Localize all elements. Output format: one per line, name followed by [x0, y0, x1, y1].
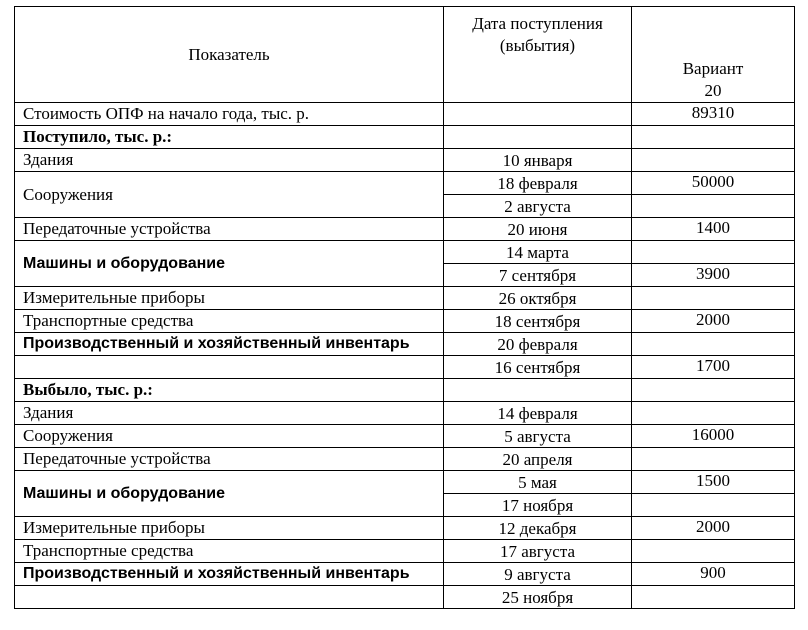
fixed-assets-table [14, 6, 795, 609]
empty-cell [632, 586, 795, 609]
empty-cell [632, 379, 795, 402]
table-row [15, 517, 795, 540]
row-name: Транспортные средства [15, 310, 444, 333]
row-name: Здания [15, 402, 444, 425]
header-date-line1: Дата поступления [472, 14, 603, 33]
row-name: Измерительные приборы [15, 287, 444, 310]
table-row [15, 172, 795, 195]
row-name: Машины и оборудование [15, 471, 444, 517]
row-date: 14 февраля [444, 402, 632, 425]
empty-cell [632, 195, 795, 218]
table-row [15, 425, 795, 448]
empty-cell [444, 379, 632, 402]
disposed-section-row [15, 379, 795, 402]
table-row [15, 149, 795, 172]
header-variant [632, 7, 795, 103]
initial-value: 89310 [632, 103, 795, 126]
empty-cell [15, 356, 444, 379]
row-value [632, 287, 795, 310]
row-value: 1500 [632, 471, 795, 494]
row-date: 5 мая [444, 471, 632, 494]
row-date: 9 августа [444, 563, 632, 586]
row-value: 900 [632, 563, 795, 586]
row-value: 16000 [632, 425, 795, 448]
header-date [444, 7, 632, 103]
row-date: 20 февраля [444, 333, 632, 356]
table-header-row [15, 7, 795, 103]
row-date: 17 августа [444, 540, 632, 563]
row-name: Транспортные средства [15, 540, 444, 563]
row-date: 14 марта [444, 241, 632, 264]
empty-cell [632, 333, 795, 356]
row-value [632, 402, 795, 425]
table-row [15, 333, 795, 356]
table-row [15, 402, 795, 425]
row-date: 7 сентября [444, 264, 632, 287]
empty-cell [632, 494, 795, 517]
disposed-title: Выбыло, тыс. р.: [15, 379, 444, 402]
table-row [15, 563, 795, 586]
table-row [15, 540, 795, 563]
header-date-line2: (выбытия) [499, 36, 576, 55]
table-row [15, 471, 795, 494]
empty-cell [632, 126, 795, 149]
header-indicator: Показатель [15, 7, 444, 103]
row-name: Передаточные устройства [15, 218, 444, 241]
initial-label: Стоимость ОПФ на начало года, тыс. р. [15, 103, 444, 126]
row-value [632, 448, 795, 471]
row-name: Производственный и хозяйственный инвентарь [15, 333, 444, 356]
row-value: 2000 [632, 517, 795, 540]
table-row [15, 310, 795, 333]
row-name: Сооружения [15, 172, 444, 218]
row-date: 17 ноября [444, 494, 632, 517]
header-variant-line2: 20 [704, 81, 722, 100]
received-section-row [15, 126, 795, 149]
table-row [15, 241, 795, 264]
empty-cell [632, 241, 795, 264]
table-row [15, 356, 795, 379]
row-value: 1700 [632, 356, 795, 379]
row-date: 26 октября [444, 287, 632, 310]
row-value: 2000 [632, 310, 795, 333]
row-date: 10 января [444, 149, 632, 172]
row-name: Машины и оборудование [15, 241, 444, 287]
row-date: 16 сентября [444, 356, 632, 379]
row-value [632, 149, 795, 172]
row-value: 3900 [632, 264, 795, 287]
row-date: 25 ноября [444, 586, 632, 609]
row-value: 1400 [632, 218, 795, 241]
row-date: 20 апреля [444, 448, 632, 471]
row-name: Передаточные устройства [15, 448, 444, 471]
row-name: Здания [15, 149, 444, 172]
document-page [14, 6, 795, 609]
row-date: 5 августа [444, 425, 632, 448]
received-title: Поступило, тыс. р.: [15, 126, 444, 149]
row-value [632, 540, 795, 563]
empty-cell [444, 126, 632, 149]
header-variant-line1: Вариант [682, 59, 744, 78]
row-date: 18 февраля [444, 172, 632, 195]
table-row [15, 218, 795, 241]
initial-date [444, 103, 632, 126]
row-date: 12 декабря [444, 517, 632, 540]
row-date: 2 августа [444, 195, 632, 218]
row-name: Сооружения [15, 425, 444, 448]
row-name: Измерительные приборы [15, 517, 444, 540]
row-date: 20 июня [444, 218, 632, 241]
empty-cell [15, 586, 444, 609]
table-row [15, 103, 795, 126]
row-date: 18 сентября [444, 310, 632, 333]
table-row [15, 586, 795, 609]
row-value: 50000 [632, 172, 795, 195]
table-row [15, 287, 795, 310]
table-row [15, 448, 795, 471]
row-name: Производственный и хозяйственный инвентарь [15, 563, 444, 586]
